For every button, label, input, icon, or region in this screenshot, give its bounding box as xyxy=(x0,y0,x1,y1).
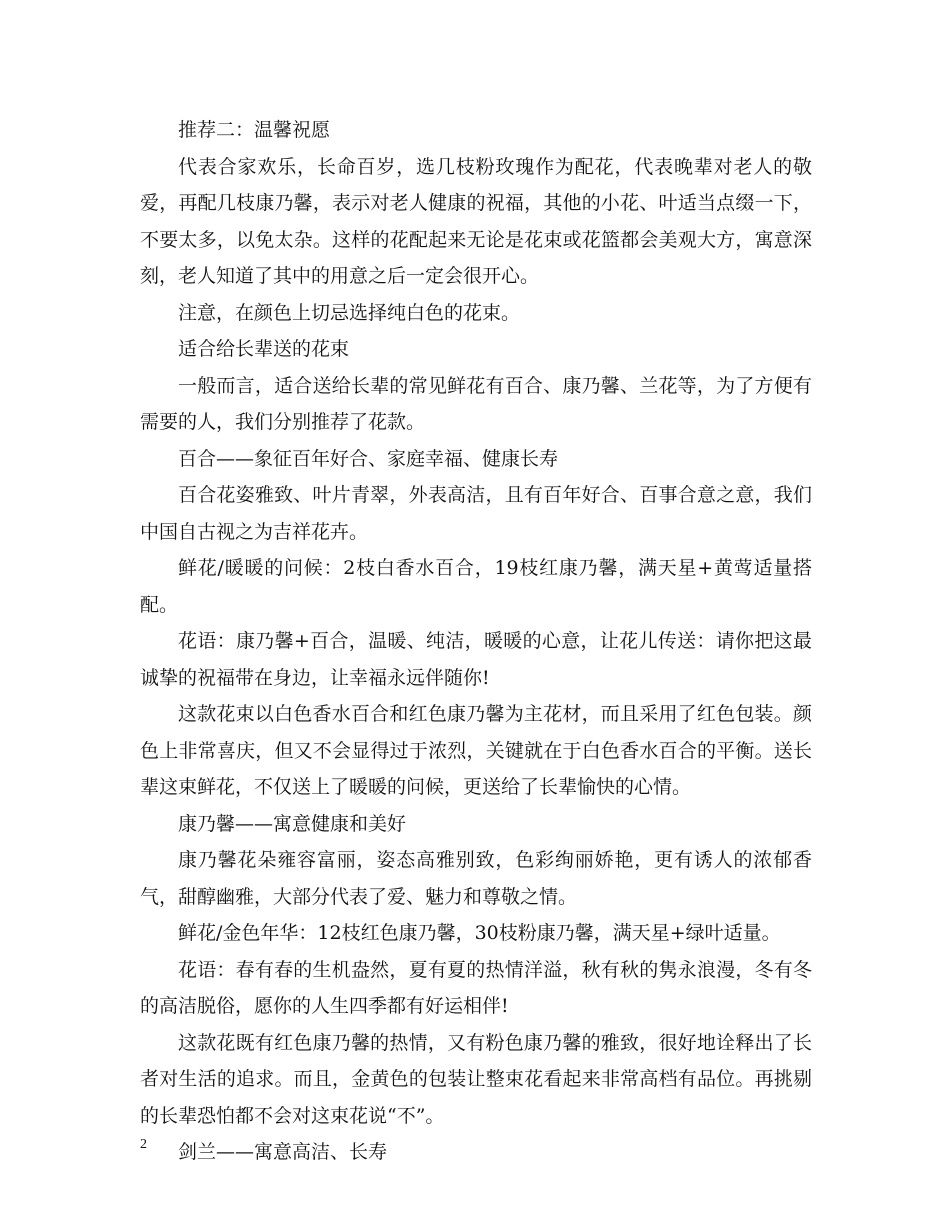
paragraph: 花语：春有春的生机盎然，夏有夏的热情洋溢，秋有秋的隽永浪漫，冬有冬的高洁脱俗，愿你的人生四季都有好运相伴! xyxy=(140,958,812,1017)
section-heading: 剑兰——寓意高洁、长寿 xyxy=(178,1141,388,1163)
paragraph: 代表合家欢乐，长命百岁，选几枝粉玫瑰作为配花，代表晚辈对老人的敬爱，再配几枝康乃馨，表示对老人健康的祝福，其他的小花、叶适当点缀一下，不要太多，以免太杂。这样的花配起来无论是花束或花篮都会美观大方，寓意深刻，老人知道了其中的用意之后一定会很开心。 xyxy=(140,155,812,287)
paragraph: 鲜花/金色年华：12枝红色康乃馨，30枝粉康乃馨，满天星+绿叶适量。 xyxy=(178,922,781,944)
paragraph: 鲜花/暖暖的问候：2枝白香水百合，19枝红康乃馨，满天星+黄莺适量搭配。 xyxy=(140,557,812,616)
paragraph: 这款花束以白色香水百合和红色康乃馨为主花材，而且采用了红色包装。颜色上非常喜庆，但又不会显得过于浓烈，关键就在于白色香水百合的平衡。送长辈这束鲜花，不仅送上了暖暖的问候，更送给了长辈愉快的心情。 xyxy=(140,703,812,798)
paragraph: 康乃馨花朵雍容富丽，姿态高雅别致，色彩绚丽娇艳，更有诱人的浓郁香气，甜醇幽雅，大部分代表了爱、魅力和尊敬之情。 xyxy=(140,849,812,908)
paragraph: 花语：康乃馨+百合，温暖、纯洁，暖暖的心意，让花儿传送：请你把这最诚挚的祝福带在身边，让幸福永远伴随你! xyxy=(140,630,812,689)
document-body xyxy=(140,112,812,1171)
paragraph: 这款花既有红色康乃馨的热情，又有粉色康乃馨的雅致，很好地诠释出了长者对生活的追求。而且，金黄色的包装让整束花看起来非常高档有品位。再挑剔的长辈恐怕都不会对这束花说“不”。 xyxy=(140,1031,812,1127)
section-heading: 适合给长辈送的花束 xyxy=(178,338,350,360)
section-heading: 百合——象征百年好合、家庭幸福、健康长寿 xyxy=(178,447,559,470)
section-heading: 推荐二：温馨祝愿 xyxy=(178,119,331,141)
section-heading: 康乃馨——寓意健康和美好 xyxy=(178,812,407,835)
page-number: 2 xyxy=(140,1137,147,1152)
paragraph: 百合花姿雅致、叶片青翠，外表高洁，且有百年好合、百事合意之意，我们中国自古视之为吉祥花卉。 xyxy=(140,484,812,543)
paragraph: 一般而言，适合送给长辈的常见鲜花有百合、康乃馨、兰花等，为了方便有需要的人，我们分别推荐了花款。 xyxy=(140,374,812,433)
paragraph: 注意，在颜色上切忌选择纯白色的花束。 xyxy=(178,301,521,324)
